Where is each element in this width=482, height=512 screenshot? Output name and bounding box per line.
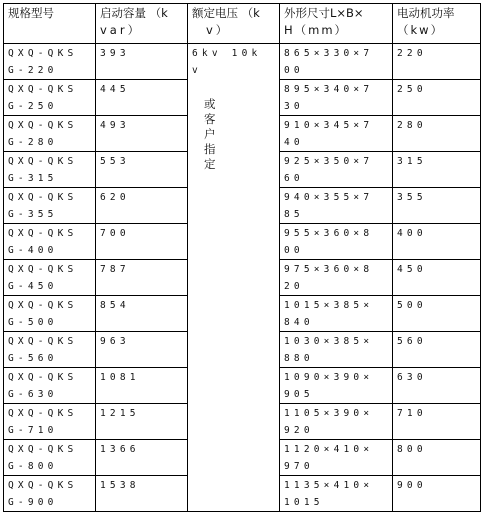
spec-table-container (3, 3, 480, 508)
capacity-cell: 700 (96, 224, 188, 260)
header-power: 电动机功率 （kw） (393, 4, 481, 44)
power-cell: 355 (393, 188, 481, 224)
size-cell: 865×330×7 00 (280, 44, 393, 80)
model-cell: QXQ-QKS G-450 (4, 260, 96, 296)
capacity-cell: 620 (96, 188, 188, 224)
capacity-cell: 445 (96, 80, 188, 116)
power-cell: 800 (393, 440, 481, 476)
model-cell: QXQ-QKS G-630 (4, 368, 96, 404)
size-cell: 1090×390× 905 (280, 368, 393, 404)
capacity-cell: 1081 (96, 368, 188, 404)
header-capacity: 启动容量 （k var） (96, 4, 188, 44)
power-cell: 315 (393, 152, 481, 188)
capacity-cell: 1366 (96, 440, 188, 476)
voltage-cell (188, 44, 280, 512)
spec-table (3, 3, 481, 512)
model-cell: QXQ-QKS G-560 (4, 332, 96, 368)
size-cell: 955×360×8 00 (280, 224, 393, 260)
capacity-cell: 493 (96, 116, 188, 152)
model-cell: QXQ-QKS G-400 (4, 224, 96, 260)
capacity-cell: 1538 (96, 476, 188, 512)
size-cell: 940×355×7 85 (280, 188, 393, 224)
power-cell: 250 (393, 80, 481, 116)
size-cell: 1120×410× 970 (280, 440, 393, 476)
spec-table-body (4, 44, 481, 512)
model-cell: QXQ-QKS G-900 (4, 476, 96, 512)
size-cell: 1105×390× 920 (280, 404, 393, 440)
model-cell: QXQ-QKS G-250 (4, 80, 96, 116)
power-cell: 400 (393, 224, 481, 260)
capacity-cell: 787 (96, 260, 188, 296)
header-model: 规格型号 (4, 4, 96, 44)
size-cell: 1135×410× 1015 (280, 476, 393, 512)
power-cell: 280 (393, 116, 481, 152)
voltage-unit: v (192, 65, 202, 76)
size-cell: 975×360×8 20 (280, 260, 393, 296)
capacity-cell: 1215 (96, 404, 188, 440)
power-cell: 500 (393, 296, 481, 332)
capacity-cell: 393 (96, 44, 188, 80)
model-cell: QXQ-QKS G-500 (4, 296, 96, 332)
model-cell: QXQ-QKS G-220 (4, 44, 96, 80)
model-cell: QXQ-QKS G-800 (4, 440, 96, 476)
power-cell: 900 (393, 476, 481, 512)
power-cell: 710 (393, 404, 481, 440)
power-cell: 450 (393, 260, 481, 296)
size-cell: 910×345×7 40 (280, 116, 393, 152)
table-row (4, 44, 481, 80)
model-cell: QXQ-QKS G-355 (4, 188, 96, 224)
size-cell: 925×350×7 60 (280, 152, 393, 188)
model-cell: QXQ-QKS G-710 (4, 404, 96, 440)
model-cell: QXQ-QKS G-315 (4, 152, 96, 188)
capacity-cell: 553 (96, 152, 188, 188)
power-cell: 630 (393, 368, 481, 404)
power-cell: 220 (393, 44, 481, 80)
capacity-cell: 963 (96, 332, 188, 368)
header-size: 外形尺寸L×B× H（mm） (280, 4, 393, 44)
size-cell: 1030×385× 880 (280, 332, 393, 368)
voltage-note: 或 客 户 指 定 (204, 97, 216, 171)
capacity-cell: 854 (96, 296, 188, 332)
header-voltage: 额定电压 （k v） (188, 4, 280, 44)
power-cell: 560 (393, 332, 481, 368)
model-cell: QXQ-QKS G-280 (4, 116, 96, 152)
voltage-value: 6kv 10k (192, 48, 262, 59)
size-cell: 895×340×7 30 (280, 80, 393, 116)
size-cell: 1015×385× 840 (280, 296, 393, 332)
header-row (4, 4, 481, 44)
